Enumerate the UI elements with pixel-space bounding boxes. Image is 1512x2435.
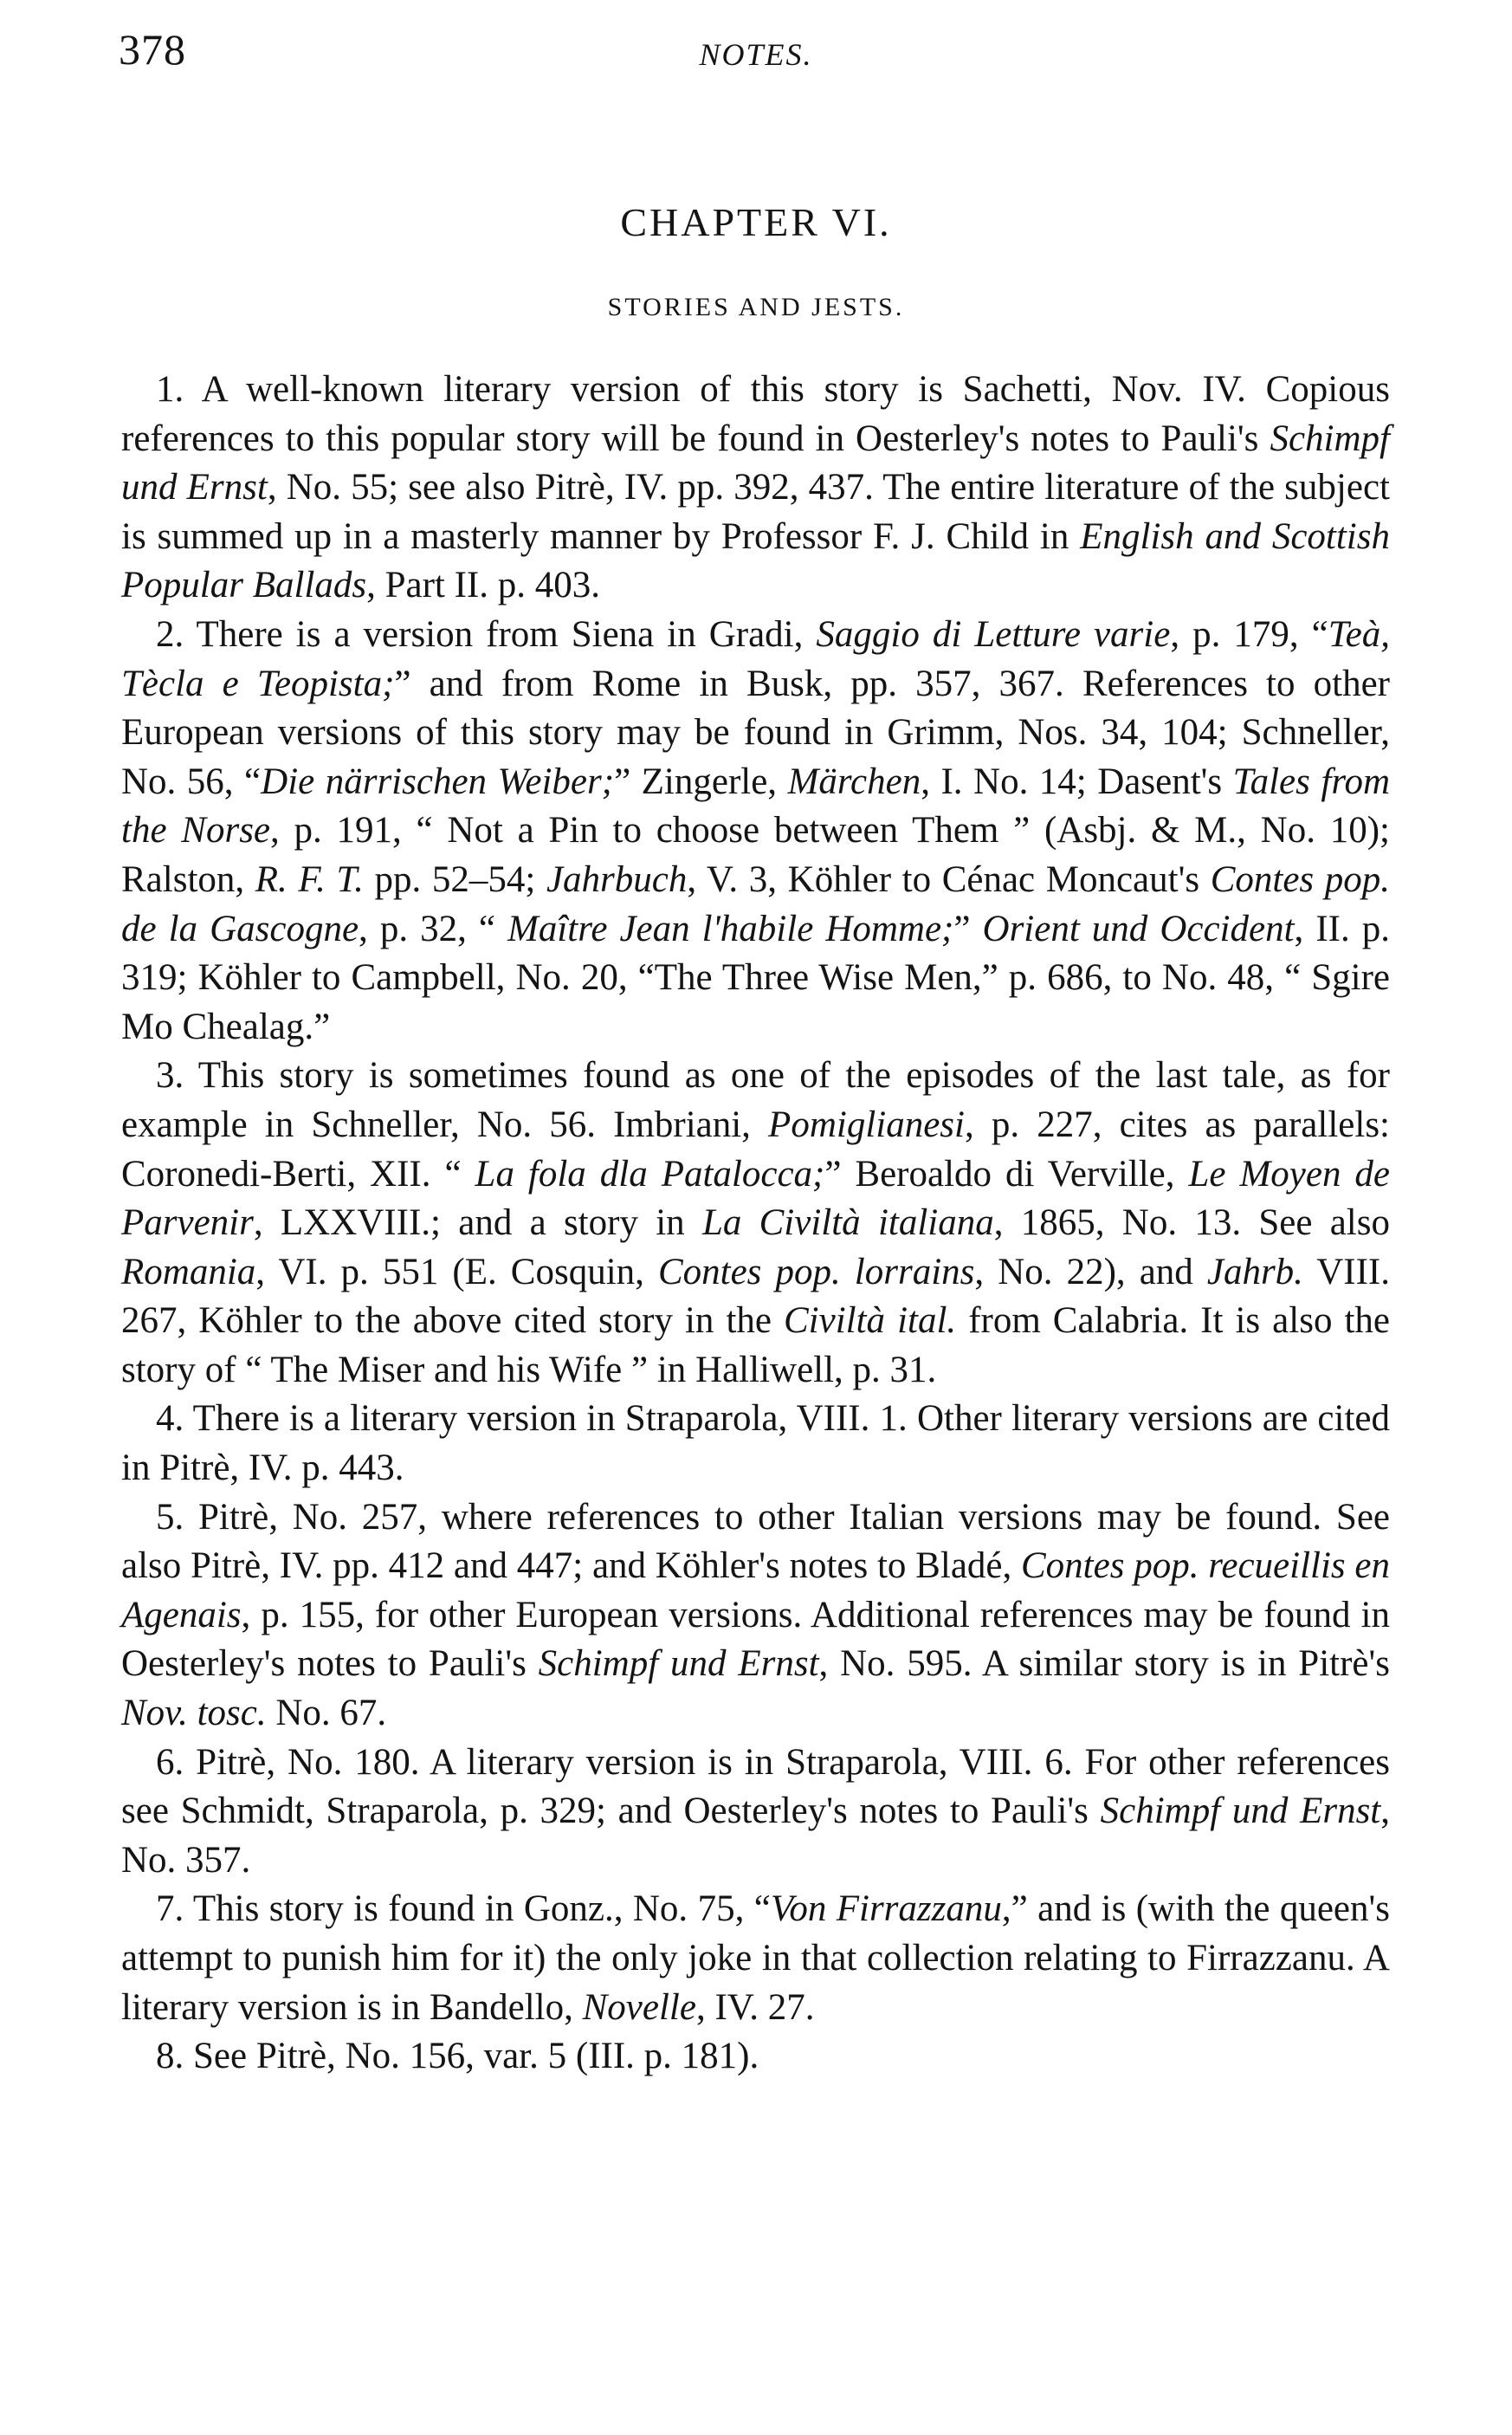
note-text: 7. This story is found in Gonz., No. 75, “	[156, 1888, 771, 1930]
note-4	[121, 1395, 1390, 1493]
note-text: , No. 357.	[121, 1791, 1390, 1881]
note-text: , VI. p. 551 (E. Cosquin,	[255, 1251, 658, 1292]
note-title-italic: Orient und Occident	[982, 908, 1295, 949]
note-title-italic: Maître Jean l'habile Homme;	[507, 908, 954, 949]
note-text: , No. 55; see also Pitrè, IV. pp. 392, 437. The entire literature of the subject is summed up in a masterly manner by Professor F. J. Child in	[121, 467, 1390, 557]
note-text: , Part II. p. 403.	[366, 565, 600, 606]
note-text: , IV. 27.	[695, 1986, 815, 2028]
note-title-italic: Pomiglianesi	[768, 1104, 965, 1145]
note-text: 6. Pitrè, No. 180. A literary version is in Straparola, VIII. 6. For other references see Schmidt, Straparola, p. 329; and Oesterley's notes to Pauli's	[121, 1741, 1390, 1832]
note-title-italic: Schimpf und Ernst	[121, 418, 1390, 508]
chapter-subtitle: STORIES AND JESTS.	[607, 293, 905, 321]
note-2	[121, 611, 1390, 1052]
note-text: , No. 595. A similar story is in Pitrè's	[818, 1643, 1390, 1685]
note-title-italic: Contes pop. recueillis en Agenais	[121, 1545, 1390, 1635]
note-title-italic: Romania	[121, 1251, 256, 1292]
note-title-italic: Märchen	[787, 761, 921, 802]
note-text: , p. 179, “	[1170, 613, 1328, 655]
note-title-italic: English and Scottish Popular Ballads	[121, 515, 1390, 606]
note-title-italic: Civiltà ital.	[784, 1300, 957, 1342]
note-title-italic: Contes pop. de la Gascogne	[121, 858, 1390, 949]
note-6	[121, 1739, 1390, 1886]
note-title-italic: R. F. T.	[255, 858, 364, 900]
note-title-italic: Saggio di Letture varie	[816, 613, 1171, 655]
note-text: 3. This story is sometimes found as one of the episodes of the last tale, as for example in Schneller, No. 56. Imbriani,	[121, 1055, 1390, 1145]
note-title-italic: Die närrischen Weiber;	[261, 761, 615, 802]
note-title-italic: Teà, Tècla e Teopista;	[121, 613, 1390, 704]
note-text: ” Zingerle,	[614, 761, 788, 802]
note-text: 5. Pitrè, No. 257, where references to other Italian versions may be found. See also Pitrè, IV. pp. 412 and 447; and Köhler's notes to Bladé,	[121, 1496, 1390, 1587]
note-text: , p. 32, “	[359, 908, 507, 949]
note-text: 8. See Pitrè, No. 156, var. 5 (III. p. 181).	[156, 2036, 759, 2077]
note-title-italic: Jahrbuch	[546, 858, 688, 900]
note-title-italic: Nov. tosc.	[121, 1693, 267, 1734]
note-title-italic: La fola dla Patalocca;	[475, 1153, 825, 1195]
note-text: ” and from Rome in Busk, pp. 357, 367. References to other European versions of this story may be found in Grimm, Nos. 34, 104; Schneller, No. 56, “	[121, 663, 1390, 802]
note-text: 2. There is a version from Siena in Gradi,	[156, 613, 817, 655]
note-title-italic: Schimpf und Ernst	[1100, 1791, 1381, 1832]
note-text: from Calabria. It is also the story of “ The Miser and his Wife ” in Halliwell, p. 31.	[121, 1300, 1390, 1390]
note-text: , II. p. 319; Köhler to Campbell, No. 20, “The Three Wise Men,” p. 686, to No. 48, “ Sgire Mo Chealag.”	[121, 908, 1390, 1047]
note-title-italic: Von Firrazzanu	[770, 1888, 1002, 1930]
note-title-italic: Tales from the Norse	[121, 761, 1391, 852]
note-text: , 1865, No. 13. See also	[993, 1202, 1390, 1244]
note-text: VIII. 267, Köhler to the above cited story in the	[121, 1251, 1390, 1342]
note-1	[121, 366, 1390, 611]
running-head: NOTES.	[699, 37, 813, 72]
note-title-italic: La Civiltà italiana	[701, 1202, 994, 1244]
note-text: pp. 52–54;	[363, 858, 546, 900]
chapter-title: CHAPTER VI.	[620, 200, 892, 244]
note-text: No. 67.	[266, 1693, 387, 1734]
note-text: , No. 22), and	[974, 1251, 1207, 1292]
note-3	[121, 1052, 1390, 1395]
note-text: , I. No. 14; Dasent's	[921, 761, 1233, 802]
note-text: , p. 191, “ Not a Pin to choose between Them ” (Asbj. & M., No. 10); Ralston,	[121, 810, 1390, 900]
note-title-italic: Novelle	[582, 1986, 696, 2028]
page-number: 378	[119, 25, 186, 74]
note-text: ,” and is (with the queen's attempt to punish him for it) the only joke in that collection relating to Firrazzanu. A literary version is in Bandello,	[121, 1888, 1390, 2028]
note-title-italic: Schimpf und Ernst	[538, 1643, 819, 1685]
note-text: , p. 227, cites as parallels: Coronedi-Berti, XII. “	[121, 1104, 1390, 1195]
note-title-italic: Contes pop. lorrains	[657, 1251, 975, 1292]
note-text: , p. 155, for other European versions. Additional references may be found in Oesterley's notes to Pauli's	[121, 1594, 1390, 1685]
note-7	[121, 1885, 1390, 2032]
note-text: ”	[953, 908, 983, 949]
note-5	[121, 1493, 1390, 1739]
note-title-italic: Jahrb.	[1206, 1251, 1303, 1292]
note-title-italic: Le Moyen de Parvenir	[121, 1153, 1391, 1244]
notes-section	[121, 366, 1390, 2082]
note-8	[121, 2032, 1390, 2082]
note-text: , V. 3, Köhler to Cénac Moncaut's	[687, 858, 1211, 900]
note-text: , LXXVIII.; and a story in	[253, 1202, 702, 1244]
note-text: 4. There is a literary version in Straparola, VIII. 1. Other literary versions are cited in Pitrè, IV. p. 443.	[121, 1398, 1390, 1489]
note-text: 1. A well-known literary version of this story is Sachetti, Nov. IV. Copious references to this popular story will be found in Oesterley's notes to Pauli's	[121, 369, 1390, 459]
note-text: ” Beroaldo di Verville,	[824, 1153, 1189, 1195]
